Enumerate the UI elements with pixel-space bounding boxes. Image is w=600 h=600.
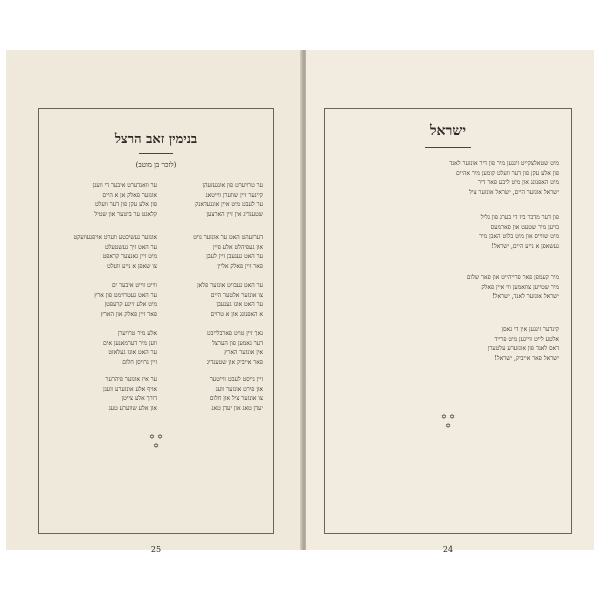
stanza-column-left [53,329,157,367]
poem-line: ער לעבט מיט איין אונגעדאנק [195,201,263,209]
poem-line: מיט אלע זיינע קרעפטן [104,301,157,309]
stanza-column-right [159,233,263,271]
poem-line: דורך אלע צייטן [121,395,157,403]
poem-line: אונזער געשיכטע ווערט אויפגעוועקט [73,234,157,241]
poem-line: און פירט אונזער וועג [215,385,263,393]
poem-line: ישראל אונזער היים, ישראל אונזער ציל [469,188,559,196]
poem-line: ער איז אונזער פיהרער [105,376,157,383]
stanza-column-left [53,375,157,413]
poem-line: ווייט ווייט איבער ים [111,282,157,289]
title-rule [425,147,471,148]
poem-line: ער האט געבויט אונזער פלאן [197,282,263,289]
stanza [53,329,263,369]
stanza-column-right [159,375,263,413]
poem-line: און אלע שווערע טעג [108,404,157,412]
poem-line: אלטע לייט ווייגען מיט פרייד [494,335,559,343]
poem-line: פון דער מדבר ביז די בערג פון גליל [480,214,559,221]
poem-line: זיין גייסט לעבט ווייטער [209,376,263,383]
poem-line: אין אונזער הארץ [224,349,263,357]
stanza [339,273,559,302]
poem-line: פון אלע עקן פון דער וועלט [94,201,157,209]
star-of-david-ornament: ✡ ✡ ✡ [441,413,455,430]
poem-line: ער האט געגעבן זיין לעבן [206,253,263,261]
left-page-frame [38,108,274,554]
stanza [53,233,263,273]
stanza-column-right [159,329,263,367]
poem-line: ער האט זיך געשטעלט [104,243,157,251]
poem-line: דער נאמען פון הערצל [212,339,263,347]
poem-line: צו שאפן א נייע וועלט [107,262,157,270]
poem-line: קלאגט ער ביטער און שטיל [94,210,157,218]
poem-line: ישראל פאר אייביק, ישראל! [494,354,559,362]
poem-line: פון אלע עקן פון דער וועלט קומען מיר אהיים [456,169,559,177]
poem-line: צו אונזער ציל און חלום [209,395,263,403]
stanza [53,281,263,321]
poem-line: פאר זיין פאלק און הארץ [100,310,157,318]
poem-line: ער טרויערט פון אונגעזעהן [202,182,263,189]
poem-line: און געפיהלט אלע פיין [213,243,263,251]
poem-line: ער האט געטרוימט פון ארץ [94,291,157,299]
stanza-column-left [53,233,157,271]
poem-line: דערזעהט האט ער אונזער נויט [193,234,263,241]
stanza-column-left [53,181,157,219]
poem-line: ער וואנדערט איבער די וועגן [92,182,157,189]
poem-line: מיט שטאלצקייט זינגען מיר פון דיר אונזער לאנד [449,160,559,167]
poem-line: אלע מיר טרויערן [117,330,157,337]
poem-line: מיר שטייען צוזאמען ווי איין פאלק [481,283,559,291]
poem-line: ער האט אונז געגעבן [216,301,263,309]
poem-line: נאך זיין טויט פארבלייבט [207,330,263,337]
poem-line: געשאפן א נייע היים, ישראל! [491,242,559,250]
poem-line: יעדן טאג און יעדן טאג [211,404,263,412]
stanza-column-right [159,181,263,219]
title-rule [139,153,173,154]
star-of-david-ornament: ✡ ✡ ✡ [149,433,163,450]
poem-line: א האפנונג און א טרוים [210,310,263,318]
stanza [339,325,559,363]
poem-line: ער האט אונז געלאזט [108,349,157,357]
stanza-column-right [159,281,263,319]
poem-line: מיט האפנונג און מיט ליבע פאר דיר [478,179,559,187]
page-number: 24 [442,545,454,554]
right-page [306,50,594,554]
left-page [6,50,302,554]
poem-line: אונזער פאלק אן א היים [102,191,157,199]
poem-line: צו אונזער אלטער היים [210,291,263,299]
poem-line: ווען מיר דערמאנען אים [103,339,157,347]
stanza [53,181,263,221]
book-spread [6,50,594,554]
right-page-frame [324,108,572,554]
poem-line: זיין גרויסן חלום [122,358,157,366]
poem-line: קיינער זיין שווערן ווייטאג [205,191,263,199]
poem-line: מיט זיין גאנצער קראפט [102,253,157,261]
poem-line: בויען מיר שטעט און פארמעס [490,223,559,231]
poem-line: קינדער זינגען אין די גאסן [501,326,559,333]
stanza-column-left [53,281,157,319]
poem-title-herzl: בנימין זאב הרצל [114,132,198,147]
poem-line: פאר אייביק און שטענדיג [206,358,263,366]
poem-line: שטענדיג אין זיין הארצען [206,210,263,218]
stanza [339,213,559,251]
stanza [53,375,263,415]
poem-line: דאס לאנד פון אונזערע עלטערן [487,345,559,353]
poem-line: פאר זיין פאלק אליין [217,262,263,270]
poem-title-israel: ישראל [430,123,466,139]
poem-line: ישראל אונזער לאנד, ישראל! [492,293,559,301]
page-number: 25 [150,545,162,554]
poem-line: אויף אלע אונזערע וועגן [103,385,157,393]
poem-line: מיר קעמפן פאר פרייהייט און פאר שלום [466,274,559,281]
poem-subtitle: (לזכר בן מוטב) [135,161,177,169]
poem-line: מיט שווייס און מיט בלוט האבן מיר [479,233,559,241]
stanza [339,159,559,197]
